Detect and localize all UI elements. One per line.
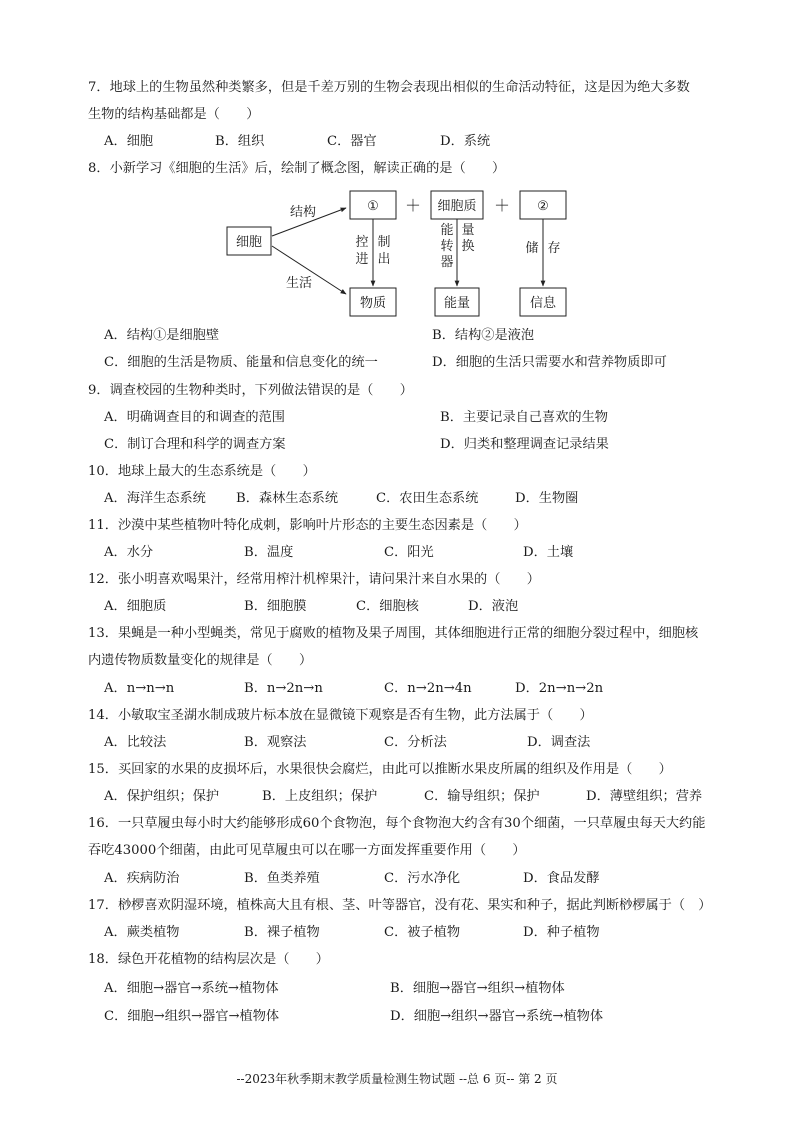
q10-option-c: C．农田生态系统: [376, 491, 479, 506]
q10-stem: 10．地球上最大的生态系统是（ ）: [88, 464, 316, 479]
q7-stem-line2: 生物的结构基础都是（ ）: [88, 107, 260, 122]
q12-stem: 12．张小明喜欢喝果汁，经常用榨汁机榨果汁，请问果汁来自水果的（ ）: [88, 572, 540, 587]
q13-stem-line1: 13．果蝇是一种小型蝇类，常见于腐败的植物及果子周围，其体细胞进行正常的细胞分裂过程中，细胞核: [88, 626, 699, 641]
q16-stem-line1: 16．一只草履虫每小时大约能够形成60个食物泡，每个食物泡大约含有30个细菌，一只草履虫每天大约能: [88, 816, 706, 831]
q11-option-c: C．阳光: [384, 545, 434, 560]
q18-option-d: D．细胞→组织→器官→系统→植物体: [390, 1009, 604, 1024]
q9-stem: 9．调查校园的生物种类时，下列做法错误的是（ ）: [88, 383, 413, 398]
q14-option-c: C．分析法: [384, 735, 447, 750]
q15-option-a: A．保护组织；保护: [104, 789, 220, 804]
q17-option-c: C．被子植物: [384, 925, 461, 940]
q16-option-c: C．污水净化: [384, 871, 461, 886]
q12-option-b: B．细胞膜: [244, 599, 307, 614]
energy-label-e: 换: [461, 239, 475, 254]
q18-option-c: C．细胞→组织→器官→植物体: [104, 1009, 280, 1024]
q11-option-d: D．土壤: [523, 545, 574, 560]
q16-option-d: D．食品发酵: [523, 871, 600, 886]
plus-sign-2: ＋: [493, 196, 511, 215]
energy-label-b: 转: [440, 239, 454, 254]
q13-option-c: C．n→2n→4n: [384, 681, 472, 696]
structure-label: 结构: [290, 205, 317, 220]
q11-option-a: A．水分: [104, 545, 154, 560]
q8-stem: 8．小新学习《细胞的生活》后，绘制了概念图，解读正确的是（ ）: [88, 161, 506, 176]
q12-option-a: A．细胞质: [104, 599, 167, 614]
q12-option-d: D．液泡: [468, 599, 519, 614]
q13-option-b: B．n→2n→n: [244, 681, 323, 696]
q15-option-d: D．薄壁组织；营养: [586, 789, 703, 804]
cell-life-concept-map: [222, 186, 582, 322]
q17-option-d: D．种子植物: [523, 925, 600, 940]
control-label-b: 进: [355, 252, 369, 267]
q8-option-c: C．细胞的生活是物质、能量和信息变化的统一: [104, 355, 378, 370]
control-label-d: 出: [377, 252, 391, 267]
q13-stem-line2: 内遗传物质数量变化的规律是（ ）: [88, 653, 313, 668]
box-structure-2-text: ②: [537, 199, 549, 214]
q17-option-b: B．裸子植物: [244, 925, 320, 940]
q9-option-d: D．归类和整理调查记录结果: [440, 437, 609, 452]
cell-text: 细胞: [235, 235, 263, 250]
q8-option-b: B．结构②是液泡: [432, 328, 535, 343]
q12-option-c: C．细胞核: [356, 599, 419, 614]
q10-option-b: B．森林生态系统: [236, 491, 339, 506]
q16-stem-line2: 吞吃43000个细菌，由此可见草履虫可以在哪一方面发挥重要作用（ ）: [88, 843, 526, 858]
box-cytoplasm-text: 细胞质: [437, 199, 477, 214]
energy-label-c: 器: [440, 255, 454, 270]
q14-option-d: D．调查法: [527, 735, 591, 750]
q16-option-a: A．疾病防治: [104, 871, 180, 886]
page-footer: --2023年秋季期末教学质量检测生物试题 --总 6 页-- 第 2 页: [236, 1072, 558, 1086]
q14-stem: 14．小敏取宝圣湖水制成玻片标本放在显微镜下观察是否有生物，此方法属于（ ）: [88, 708, 593, 723]
q18-option-a: A．细胞→器官→系统→植物体: [104, 981, 279, 996]
life-label: 生活: [286, 276, 313, 291]
control-label-a: 控: [355, 235, 369, 250]
q15-stem: 15．买回家的水果的皮损坏后，水果很快会腐烂，由此可以推断水果皮所属的组织及作用是（ ）: [88, 762, 672, 777]
q18-stem: 18．绿色开花植物的结构层次是（ ）: [88, 952, 329, 967]
q9-option-a: A．明确调查目的和调查的范围: [104, 410, 285, 425]
energy-label-d: 量: [461, 223, 475, 238]
q10-option-a: A．海洋生态系统: [104, 491, 206, 506]
box-information-text: 信息: [529, 296, 557, 311]
q14-option-a: A．比较法: [104, 735, 167, 750]
q15-option-b: B．上皮组织；保护: [262, 789, 378, 804]
plus-sign-1: ＋: [404, 196, 422, 215]
q18-option-b: B．细胞→器官→组织→植物体: [390, 981, 565, 996]
energy-label-a: 能: [440, 223, 454, 238]
box-matter-text: 物质: [359, 296, 387, 311]
q7-option-a: A．细胞: [104, 134, 154, 149]
store-label-b: 存: [547, 241, 561, 256]
box-structure-1-text: ①: [367, 199, 379, 214]
q7-option-b: B．组织: [215, 134, 265, 149]
q7-option-c: C．器官: [327, 134, 377, 149]
store-label-a: 储: [525, 241, 539, 256]
q13-option-a: A．n→n→n: [104, 681, 175, 696]
q9-option-b: B．主要记录自己喜欢的生物: [440, 410, 608, 425]
q10-option-d: D．生物圈: [515, 491, 579, 506]
q7-stem-line1: 7．地球上的生物虽然种类繁多，但是千差万别的生物会表现出相似的生命活动特征，这是因为绝大多数: [88, 80, 690, 95]
q17-stem: 17．桫椤喜欢阴湿环境，植株高大且有根、茎、叶等器官，没有花、果实和种子，据此判断桫椤属于（ ）: [88, 898, 712, 913]
q16-option-b: B．鱼类养殖: [244, 871, 320, 886]
q7-option-d: D．系统: [440, 134, 491, 149]
q15-option-c: C．输导组织；保护: [424, 789, 540, 804]
q13-option-d: D．2n→n→2n: [515, 681, 604, 696]
q8-option-a: A．结构①是细胞壁: [104, 328, 220, 343]
q9-option-c: C．制订合理和科学的调查方案: [104, 437, 286, 452]
q14-option-b: B．观察法: [244, 735, 307, 750]
control-label-c: 制: [377, 235, 391, 250]
q8-option-d: D．细胞的生活只需要水和营养物质即可: [432, 355, 667, 370]
q17-option-a: A．蕨类植物: [104, 925, 180, 940]
box-energy-text: 能量: [443, 296, 471, 311]
q11-stem: 11．沙漠中某些植物叶特化成刺，影响叶片形态的主要生态因素是（ ）: [88, 518, 527, 533]
q11-option-b: B．温度: [244, 545, 294, 560]
